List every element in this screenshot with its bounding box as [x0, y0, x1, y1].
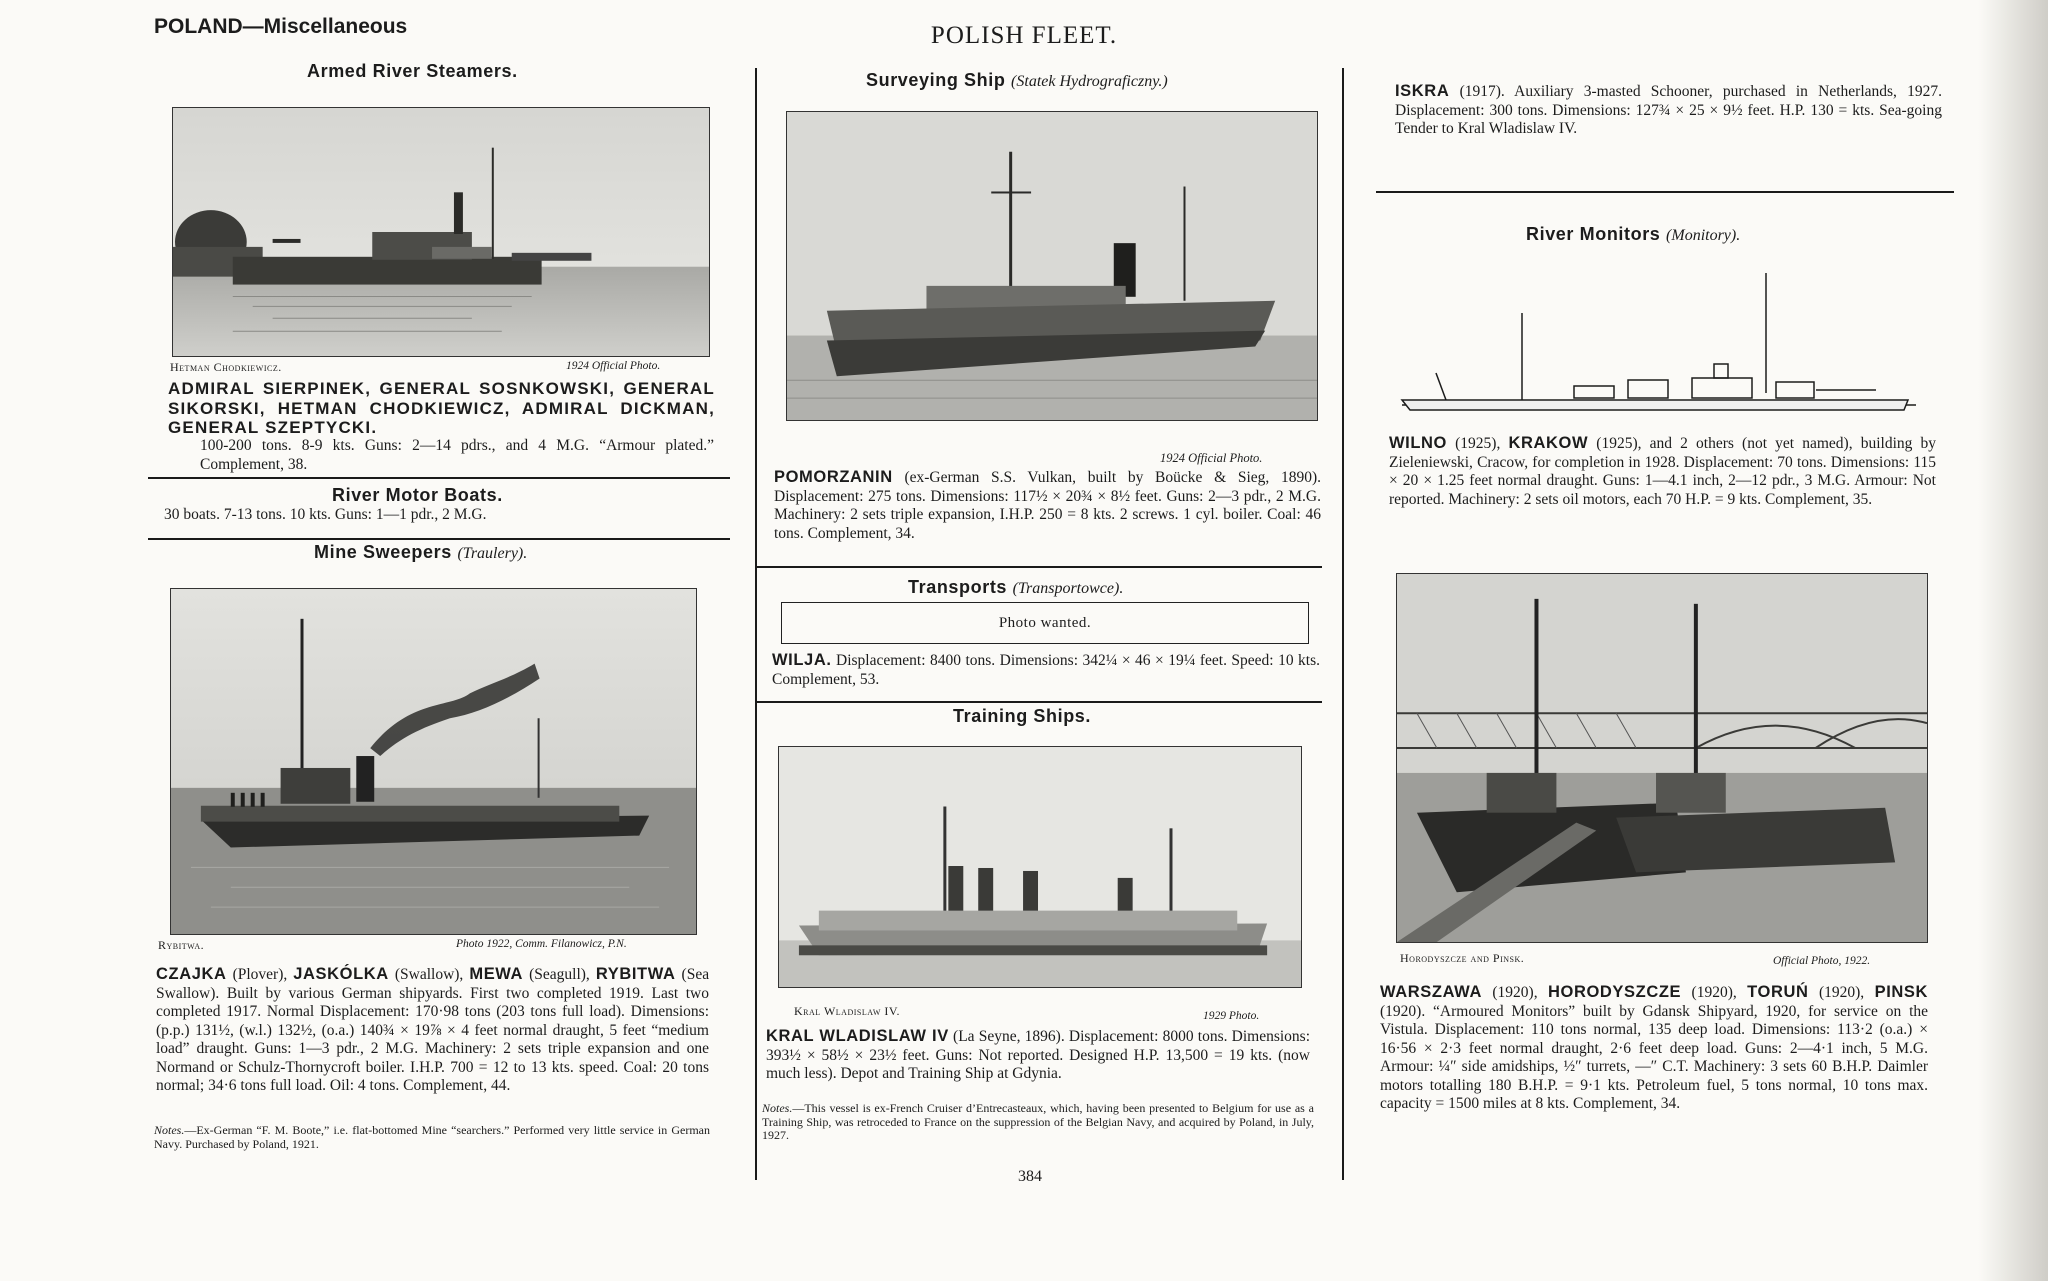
- armed-river-steamers-title: Armed River Steamers.: [307, 61, 518, 81]
- page-gutter-shadow: [1978, 0, 2048, 1281]
- river-motor-boats-title: River Motor Boats.: [332, 485, 503, 505]
- column-rule-left: [755, 68, 757, 1180]
- section-rule: [756, 566, 1322, 568]
- photo-credit: Photo 1922, Comm. Filanowicz, P.N.: [456, 938, 627, 950]
- photo-caption: Horodyszcze and Pinsk.: [1400, 951, 1525, 965]
- monitor-profile-drawing: [1396, 268, 1936, 418]
- kral-wladislaw-details: KRAL WLADISLAW IV (La Seyne, 1896). Displacement: 8000 tons. Dimensions: 393½ × 58½ × 23½ feet. Guns: Not reported. Designed H.P. 13,500 = 19 kts. (now much less). Depot and Training Ship at Gdynia.: [766, 1027, 1311, 1082]
- armed-steamer-names: ADMIRAL SIERPINEK, GENERAL SOSNKOWSKI, GENERAL SIKORSKI, HETMAN CHODKIEWICZ, ADMIRAL DICKMAN, GENERAL SZEPTYCKI.: [168, 379, 715, 437]
- mine-sweepers-details: CZAJKA (Plover), JASKÓLKA (Swallow), MEWA (Seagull), RYBITWA (Sea Swallow). Built by various German shipyards. First two completed 1919. Last two completed 1917. Normal Displacement: 170·98 tons (203 tons full load). Dimensions: (p.p.) 131½, (w.l.) 132½, (o.a.) 140¾ × 19⅞ × 4 feet normal draught, 5 feet “medium load” draught. Guns: 1—3 pdr., 2 M.G. Machinery: 2 sets triple expansion and one Normand or Schulz-Thornycroft boiler. I.H.P. 700 = 12 to 13 kts. speed. Coal: 20 tons normal; 34·6 tons full load. Oil: 4 tons. Complement, 44.: [156, 965, 710, 1094]
- photo-credit: 1924 Official Photo.: [1160, 451, 1263, 465]
- motor-boats-details: 30 boats. 7-13 tons. 10 kts. Guns: 1—1 pdr., 2 M.G.: [164, 506, 487, 523]
- page-title: POLISH FLEET.: [930, 22, 1118, 49]
- mine-sweepers-title: Mine Sweepers (Traulery).: [314, 542, 528, 562]
- rybitwa-photo: [170, 588, 697, 935]
- armoured-monitors-details: WARSZAWA (1920), HORODYSZCZE (1920), TORUŃ (1920), PINSK (1920). “Armoured Monitors” built by Gdansk Shipyard, 1920, for service on the Vistula. Displacement: 110 tons normal, 135 deep load. Dimensions: 113·2 (o.a.) × 16·56 × 2·3 feet normal draught, 2·6 feet deep load. Guns: 2—4·1 inch, 5 M.G. Armour: ¼″ side amidships, ½″ turrets, —″ C.T. Machinery: 3 sets 60 B.H.P. Daimler motors totalling 180 B.H.P. = 9·1 kts. Petroleum fuel, 5 tons normal, 10 tons max. capacity = 1500 miles at 8 kts. Complement, 34.: [1380, 983, 1929, 1112]
- iskra-details: ISKRA (1917). Auxiliary 3-masted Schooner, purchased in Netherlands, 1927. Displacement: 300 tons. Dimensions: 127¾ × 25 × 9½ feet. H.P. 130 = kts. Sea-going Tender to Kral Wladislaw IV.: [1395, 82, 1943, 137]
- section-rule: [148, 477, 730, 479]
- page-number: 384: [1018, 1168, 1042, 1185]
- armed-steamer-details: 100-200 tons. 8-9 kts. Guns: 2—14 pdrs., and 4 M.G. “Armour plated.” Complement, 38.: [200, 437, 714, 473]
- photo-caption: Rybitwa.: [158, 938, 205, 952]
- photo-caption: Kral Wladislaw IV.: [794, 1004, 901, 1018]
- kral-wladislaw-photo: [778, 746, 1302, 988]
- photo-caption: Hetman Chodkiewicz.: [170, 360, 282, 374]
- section-rule: [756, 701, 1322, 703]
- section-rule: [1376, 191, 1954, 193]
- wilno-krakow-details: WILNO (1925), KRAKOW (1925), and 2 others (not yet named), building by Zieleniewski, Cracow, for completion in 1928. Displacement: 70 tons. Dimensions: 115 × 20 × 1.25 feet normal draught. Guns: 1—4.1 inch, 2—12 pdr., 3 M.G. Armour: Not reported. Machinery: 2 sets oil motors, each 70 H.P. = 9 kts. Complement, 35.: [1389, 434, 1937, 508]
- horodyszcze-pinsk-photo: [1396, 573, 1928, 943]
- mine-sweepers-notes: Notes.—Ex-German “F. M. Boote,” i.e. flat-bottomed Mine “searchers.” Performed very little service in German Navy. Purchased by Poland, 1921.: [154, 1123, 710, 1151]
- photo-wanted-box: Photo wanted.: [781, 602, 1309, 644]
- kral-wladislaw-notes: Notes.—This vessel is ex-French Cruiser d’Entrecasteaux, which, having been presented to Belgium for use as a Training Ship, was retroceded to France on the suppression of the Belgian Navy, and acquired by Poland, in July, 1927.: [762, 1101, 1314, 1142]
- column-rule-right: [1342, 68, 1344, 1180]
- section-rule: [148, 538, 730, 540]
- training-ships-title: Training Ships.: [953, 706, 1092, 726]
- pomorzanin-photo: [786, 111, 1318, 421]
- pomorzanin-details: POMORZANIN (ex-German S.S. Vulkan, built by Boücke & Sieg, 1890). Displacement: 275 tons. Dimensions: 117½ × 20¾ × 8½ feet. Guns: 2—3 pdr., 2 M.G. Machinery: 2 sets triple expansion, I.H.P. 250 = 8 kts. 2 screws. 1 cyl. boiler. Coal: 46 tons. Complement, 34.: [774, 468, 1321, 542]
- photo-credit: 1929 Photo.: [1203, 1010, 1260, 1022]
- hetman-chodkiewicz-photo: [172, 107, 710, 357]
- wilja-details: WILJA. Displacement: 8400 tons. Dimensions: 342¼ × 46 × 19¼ feet. Speed: 10 kts. Complement, 53.: [772, 651, 1321, 688]
- photo-credit: Official Photo, 1922.: [1773, 955, 1871, 967]
- transports-title: Transports (Transportowce).: [908, 577, 1124, 597]
- surveying-ship-title: Surveying Ship (Statek Hydrograficzny.): [866, 70, 1168, 90]
- river-monitors-title: River Monitors (Monitory).: [1526, 224, 1741, 244]
- photo-credit: 1924 Official Photo.: [566, 360, 661, 372]
- running-header-left: POLAND—Miscellaneous: [154, 15, 408, 38]
